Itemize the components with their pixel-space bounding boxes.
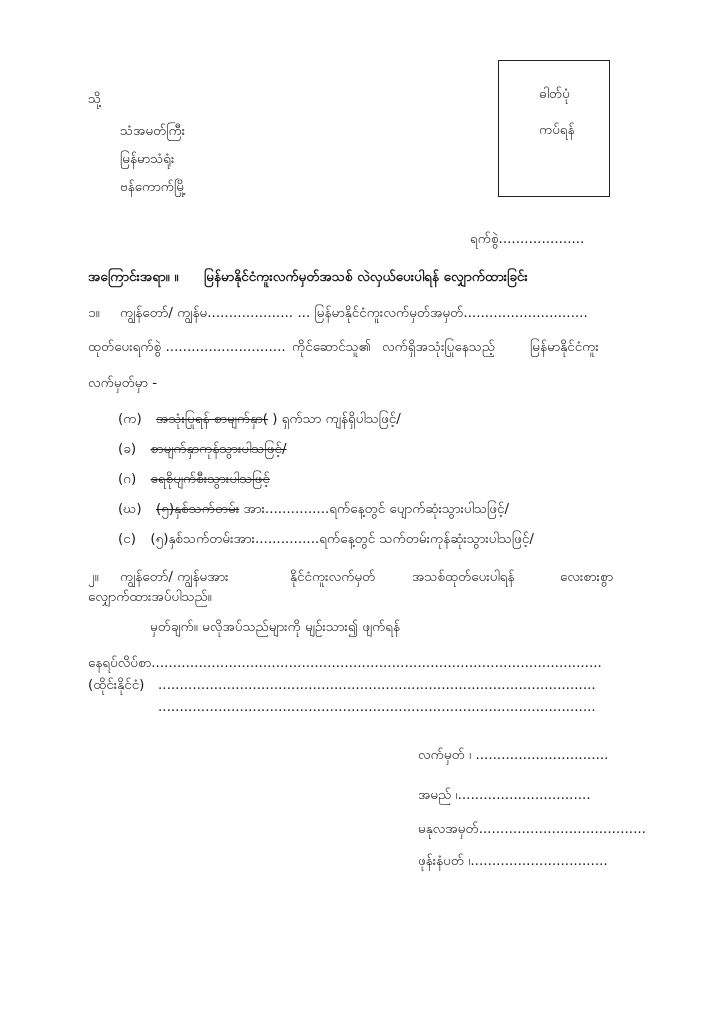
address-line3: ...................................................................................................... <box>158 699 596 715</box>
para2-w1: ကျွန်တော်/ ကျွန်မအား <box>120 569 229 585</box>
option-label: (ဃ) <box>118 501 142 517</box>
subject-label: အကြောင်းအရာ။ ။ <box>88 269 179 285</box>
to-line1: သံအမတ်ကြီး <box>120 123 186 139</box>
option-struck: စာမျက်နှာကုန်သွားပါသဖြင့်/ <box>150 441 287 457</box>
option-nga <box>118 530 534 548</box>
photo-box-line1: ဓါတ်ပုံ <box>539 86 570 102</box>
para1-line3: လက်မှတ်မှာ - <box>88 375 158 391</box>
para2-line2: လျှောက်ထားအပ်ပါသည်။ <box>88 589 212 605</box>
option-ka <box>118 410 401 428</box>
para1-line2-c: လက်ရှိအသုံးပြုနေသည့် <box>382 339 495 355</box>
to-line3: ဗန်ကောက်မြို့ <box>120 179 187 195</box>
nrc-line: မနုလအမှတ်....................................... <box>418 821 646 837</box>
option-gha <box>118 500 509 518</box>
phone-line: ဖုန်းနံပတ် ၊................................ <box>418 853 608 869</box>
option-label: (င) <box>118 531 137 547</box>
date-line: ရက်စွဲ.................... <box>470 231 585 247</box>
para1-line1: ကျွန်တော်/ ကျွန်မ.................... ... မြန်မာနိုင်ငံကူးလက်မှတ်အမှတ်............................. <box>120 305 588 321</box>
option-struck: ရေစိုပျက်စီးသွားပါသဖြင့် <box>150 471 270 487</box>
para1-line2-b: ကိုင်ဆောင်သူ၏ <box>292 339 371 355</box>
para1-line2-d: မြန်မာနိုင်ငံကူး <box>530 339 599 355</box>
para1-line2-a: ထုတ်ပေးရက်စွဲ ............................ <box>88 339 286 355</box>
option-label: (က) <box>118 411 142 427</box>
option-rest: (၅)နှစ်သက်တမ်းအား...............ရက်နေ့တွင် သက်တမ်းကုန်ဆုံးသွားပါသဖြင့်/ <box>150 531 534 547</box>
photo-box <box>498 60 610 197</box>
option-label: (ခ) <box>118 441 137 457</box>
address-line2: ...................................................................................................... <box>158 677 596 693</box>
para2-w3: အသစ်ထုတ်ပေးပါရန် <box>412 569 515 585</box>
address-line1: နေရပ်လိပ်စာ......................................................................................................... <box>88 655 602 671</box>
signature-line: လက်မှတ် ၊ ............................... <box>418 747 609 763</box>
to-line2: မြန်မာသံရုံး <box>120 151 175 167</box>
para2-w2: နိုင်ငံကူးလက်မှတ် <box>290 569 376 585</box>
option-struck: အသုံးပြုရန် စာမျက်နှာ( <box>156 411 268 427</box>
to-label: သို့ <box>88 91 102 107</box>
option-rest: အား...............ရက်နေ့တွင် ပျောက်ဆုံးသွားပါသဖြင့်/ <box>239 501 510 517</box>
name-line: အမည် ၊............................... <box>418 787 591 803</box>
subject-text: မြန်မာနိုင်ငံကူးလက်မှတ်အသစ် လဲလှယ်ပေးပါရန် လျှောက်ထားခြင်း <box>204 269 528 285</box>
note: မှတ်ချက်။ မလိုအပ်သည်များကို မျဉ်းသား၍ ဖျက်ရန် <box>150 619 401 635</box>
para2-number: ၂။ <box>88 569 99 585</box>
address-label2: (ထိုင်းနိုင်ငံ) <box>88 677 145 693</box>
option-label: (ဂ) <box>118 471 137 487</box>
option-struck: (၅)နှစ်သက်တမ်း <box>156 501 240 517</box>
option-rest: ) ရှက်သာ ကျန်ရှိပါသဖြင့်/ <box>267 411 401 427</box>
para1-number: ၁။ <box>88 305 100 321</box>
para2-w4: လေးစားစွာ <box>560 569 614 585</box>
option-kha <box>118 440 287 458</box>
photo-box-line2: ကပ်ရန် <box>539 122 575 138</box>
option-ga <box>118 470 270 488</box>
